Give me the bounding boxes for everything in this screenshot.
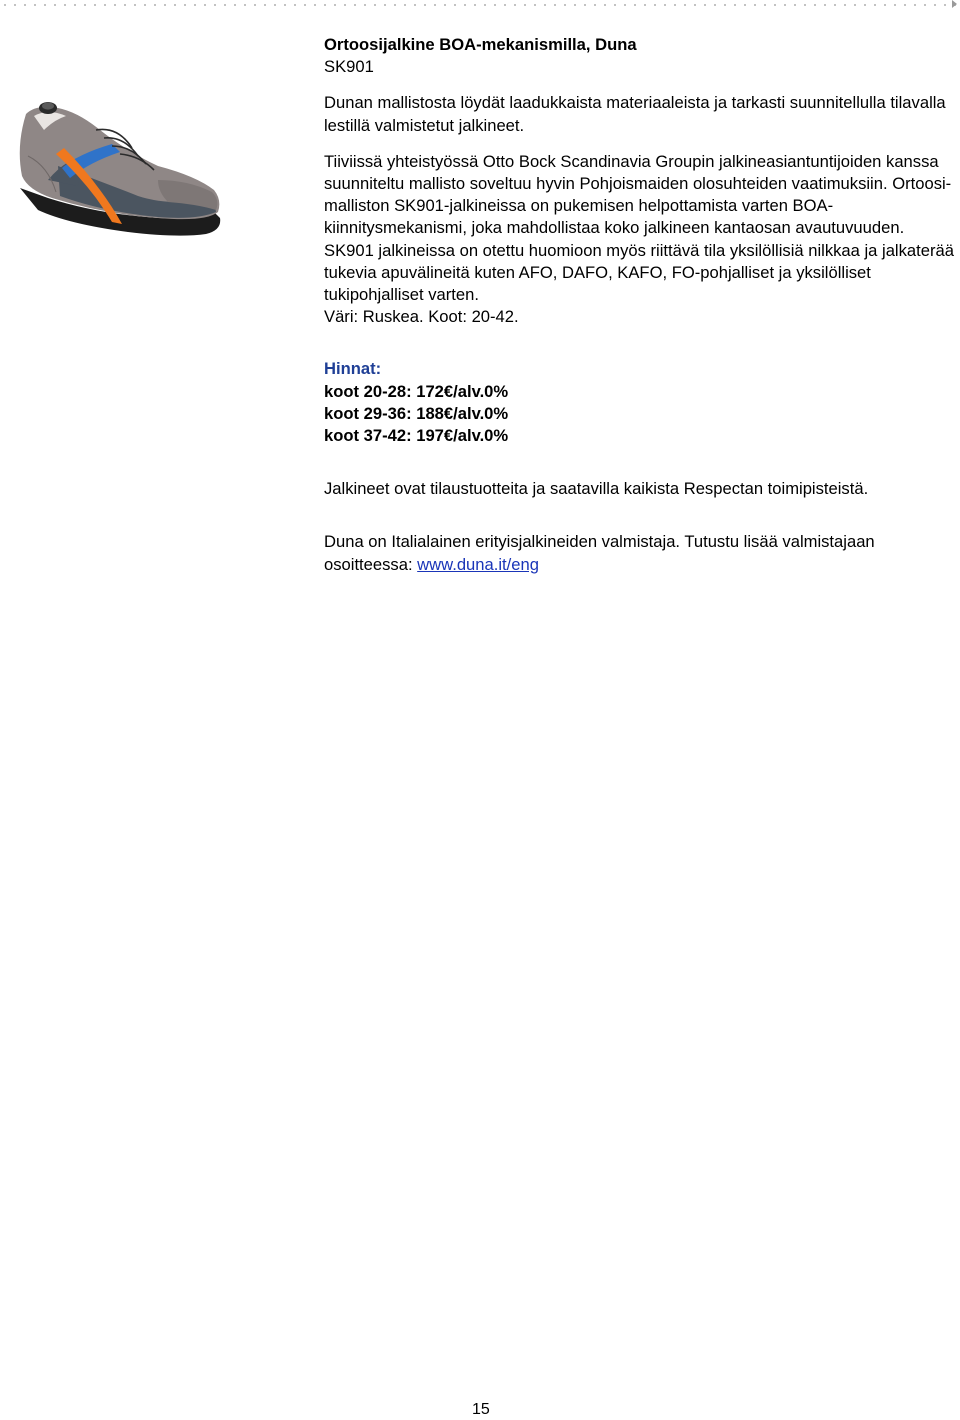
product-title: Ortoosijalkine BOA-mekanismilla, Duna bbox=[324, 35, 637, 54]
manufacturer-paragraph bbox=[324, 531, 954, 575]
product-description bbox=[324, 34, 954, 576]
top-dotted-border bbox=[0, 0, 960, 6]
prices-heading: Hinnat: bbox=[324, 359, 382, 379]
corner-arrow-icon bbox=[952, 0, 957, 8]
intro-paragraph: Dunan mallistosta löydät laadukkaista materiaaleista ja tarkasti suunnitellulla tilavalla lestillä valmistetut jalkineet. bbox=[324, 93, 946, 135]
description-text: Tiiviissä yhteistyössä Otto Bock Scandinavia Groupin jalkineasiantuntijoiden kanssa suunniteltu mallisto soveltuu hyvin Pohjoismaiden olosuhteiden vaatimuksiin. Ortoosi-malliston SK901-jalkineissa on pukemisen helpottamista varten BOA-kiinnitysmekanismi, joka mahdollistaa koko jalkineen kantaosan avautuvuuden. SK901 jalkineissa on otettu huomioon myös riittävä tila yksilöllisiä nilkkaa ja jalkaterää tukevia apuvälineitä kuten AFO, DAFO, KAFO, FO-pohjalliset ja yksilölliset tukipohjalliset varten. bbox=[324, 151, 954, 305]
price-line: koot 29-36: 188€/alv.0% bbox=[324, 403, 509, 423]
description-paragraph bbox=[324, 151, 954, 329]
shoe-image bbox=[8, 96, 224, 246]
price-line: koot 20-28: 172€/alv.0% bbox=[324, 381, 509, 401]
color-sizes-text: Väri: Ruskea. Koot: 20-42. bbox=[324, 307, 519, 327]
price-line: koot 37-42: 197€/alv.0% bbox=[324, 426, 509, 446]
availability-paragraph: Jalkineet ovat tilaustuotteita ja saatavilla kaikista Respectan toimipisteistä. bbox=[324, 479, 869, 499]
manufacturer-link[interactable]: www.duna.it/eng bbox=[417, 554, 539, 574]
page-number: 15 bbox=[472, 1401, 490, 1418]
product-code: SK901 bbox=[324, 57, 374, 77]
manufacturer-text: Duna on Italialainen erityisjalkineiden valmistaja. Tutustu lisää valmistajaan osoitteessa: bbox=[324, 532, 875, 574]
